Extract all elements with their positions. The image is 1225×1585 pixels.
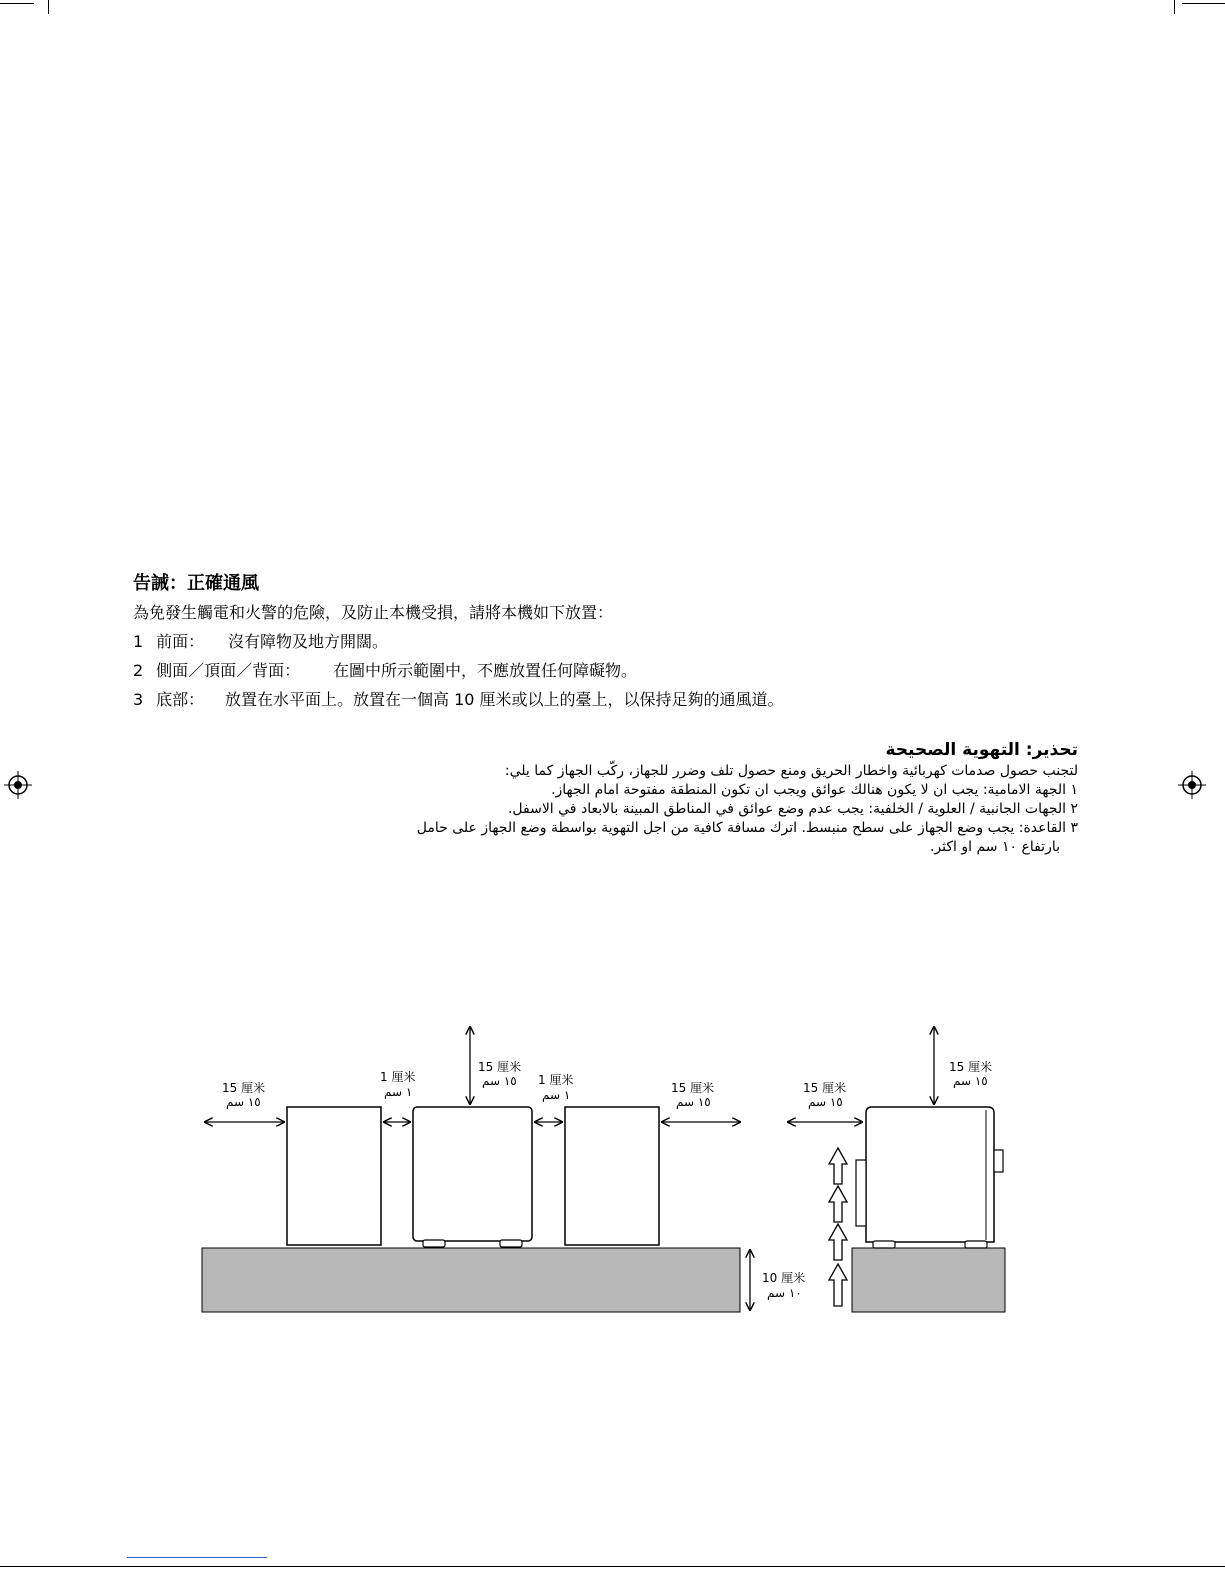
warning-title-zh: 告誡：正確通風 [133,573,259,594]
speaker-right [565,1107,659,1245]
label-10cm-ar: ١٠ سم [767,1286,802,1300]
label-15cm-top-side-ar: ١٥ سم [953,1074,988,1088]
label-15cm-top-ar: ١٥ سم [482,1074,517,1088]
label-1cm-left-zh: 1 厘米 [380,1070,416,1084]
label-15cm-top-zh: 15 厘米 [478,1060,522,1074]
warning-item-zh-front [133,627,1033,656]
item-label: 前面： [156,632,205,651]
label-15cm-back-ar: ١٥ سم [808,1095,843,1109]
main-unit-side [856,1107,1003,1248]
label-1cm-right-zh: 1 厘米 [538,1073,574,1087]
warning-chinese [133,570,1033,714]
item-text: 放置在水平面上。放置在一個高 10 厘米或以上的臺上，以保持足夠的通風道。 [225,690,784,709]
warning-intro-zh: 為免發生觸電和火警的危險，及防止本機受損，請將本機如下放置： [133,603,614,622]
warning-item-zh-sides [133,656,1033,685]
warning-title-ar: تحذير: التهوية الصحيحة [885,740,1078,760]
registration-mark-left [4,771,32,799]
crop-mark-bottom-line [0,1566,1225,1567]
speaker-left [287,1107,381,1245]
crop-mark-bottom-blue [127,1557,267,1558]
item-number: 1 [133,632,144,651]
warning-item-zh-bottom [133,685,1033,714]
shelf-front-view [202,1248,740,1312]
crop-mark-top-left-vertical [48,0,49,14]
label-15cm-right-ar: ١٥ سم [676,1095,711,1109]
label-15cm-top-side-zh: 15 厘米 [949,1060,993,1074]
item-text: 在圖中所示範圍中，不應放置任何障礙物。 [333,661,638,680]
airflow-arrows [829,1148,847,1306]
label-1cm-right-ar: ١ سم [542,1088,571,1102]
shelf-side-view [852,1248,1005,1312]
label-15cm-left-zh: 15 厘米 [222,1081,266,1095]
item-number: 2 [133,661,144,680]
main-unit-front [413,1107,532,1247]
crop-mark-top-right-vertical [1174,0,1175,14]
warning-item-ar-sides: ٢ الجهات الجانبية / العلوية / الخلفية: يجب عدم وضع عوائق في المناطق المبينة بالابعاد في الاسفل. [507,801,1078,817]
crop-mark-top-left [0,3,34,4]
warning-intro-ar: لتجنب حصول صدمات كهربائية واخطار الحريق ومنع حصول تلف وضرر للجهاز، ركّب الجهاز كما يلي: [504,763,1078,779]
label-1cm-left-ar: ١ سم [384,1085,413,1099]
item-number: 3 [133,690,144,709]
label-10cm-zh: 10 厘米 [762,1271,806,1285]
warning-item-ar-bottom: ٣ القاعدة: يجب وضع الجهاز على سطح منبسط. اترك مسافة كافية من اجل التهوية بواسطة وضع الجهاز على حامل [416,820,1078,836]
warning-item-ar-front: ١ الجهة الامامية: يجب ان لا يكون هنالك عوائق ويجب ان تكون المنطقة مفتوحة امام الجهاز. [551,782,1078,798]
warning-item-ar-bottom-cont: بارتفاع ١٠ سم او اكثر. [929,839,1060,855]
label-15cm-left-ar: ١٥ سم [226,1095,261,1109]
label-15cm-right-zh: 15 厘米 [671,1081,715,1095]
crop-mark-top-right [1182,3,1225,4]
warning-arabic [240,738,1078,857]
ventilation-diagram [0,1010,1225,1330]
item-label: 側面／頂面／背面： [156,661,301,680]
item-label: 底部： [156,690,205,709]
label-15cm-back-zh: 15 厘米 [803,1081,847,1095]
item-text: 沒有障物及地方開闊。 [228,632,389,651]
registration-mark-right [1178,771,1206,799]
